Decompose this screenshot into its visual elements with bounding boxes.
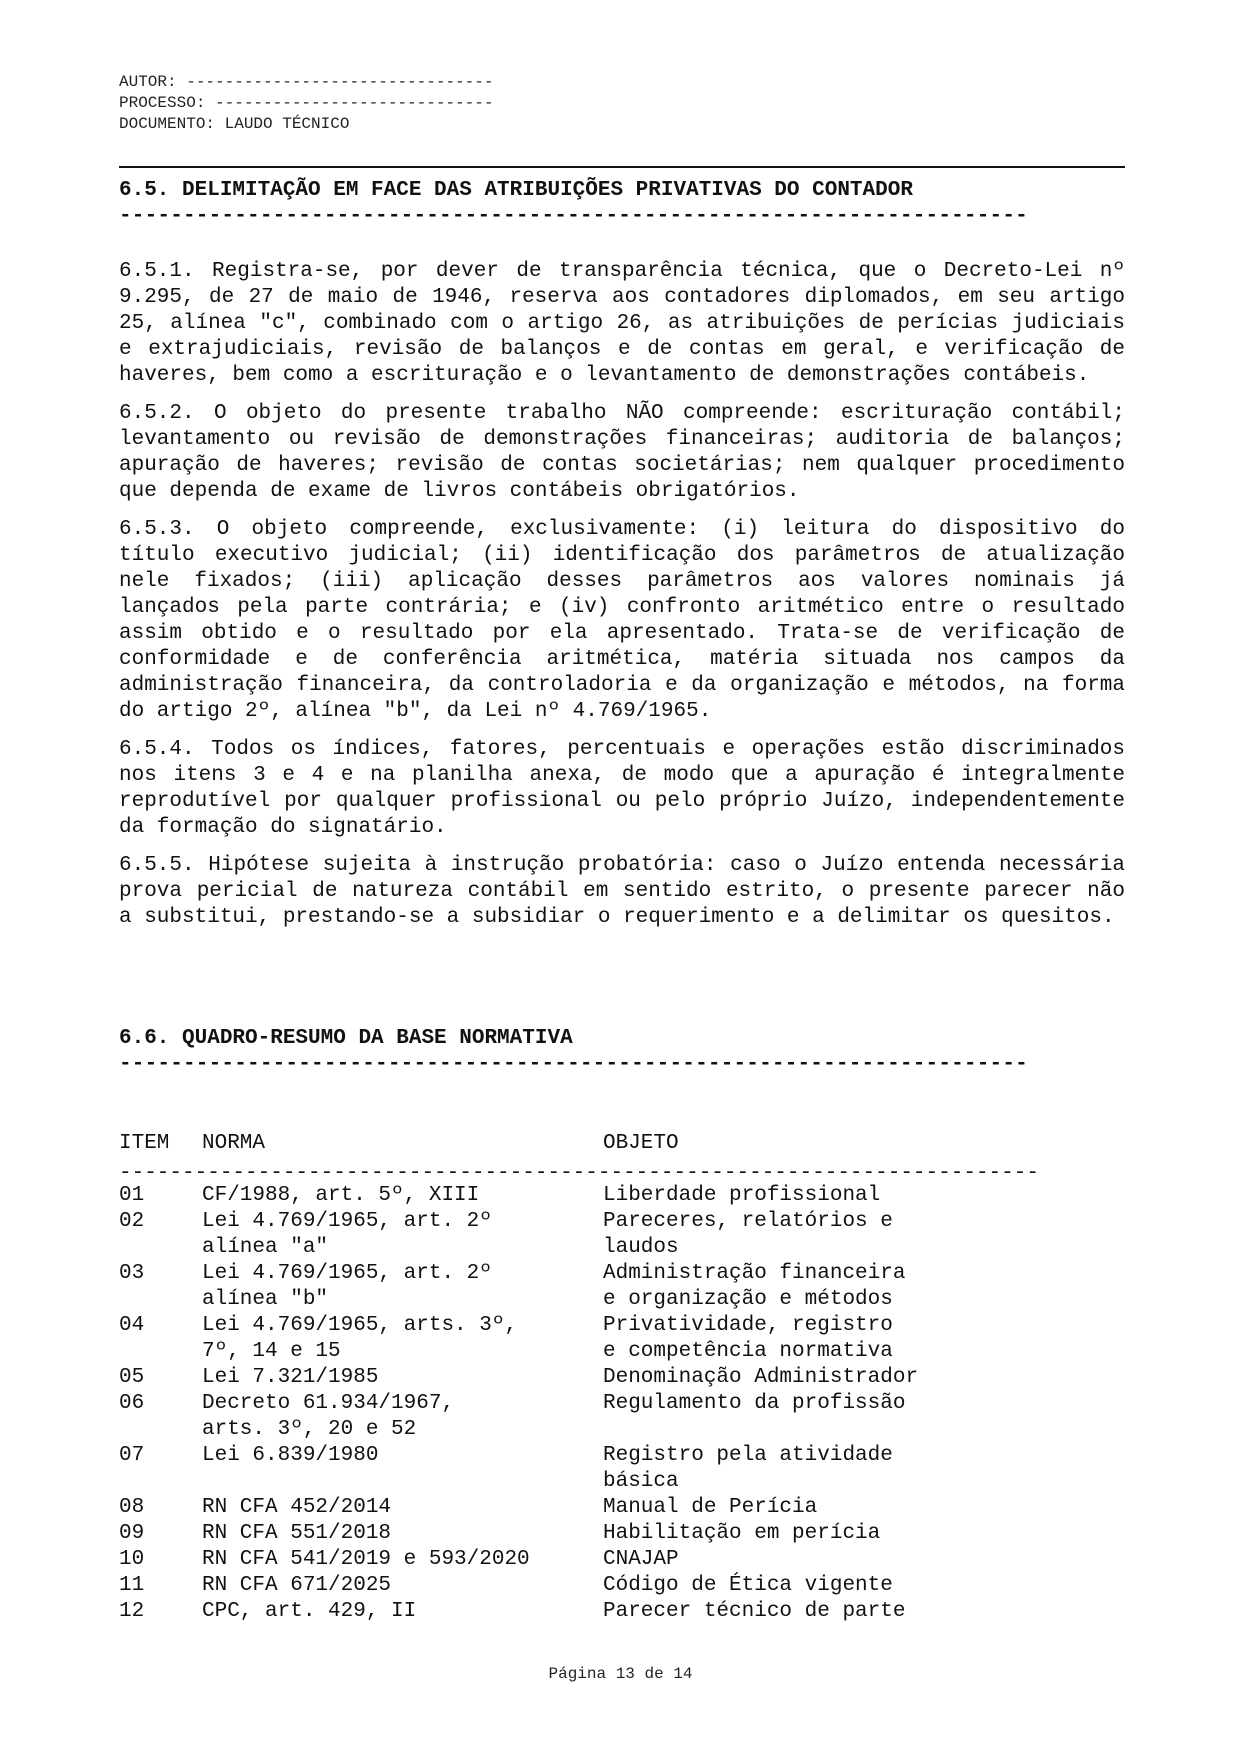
page-number: Página 13 de 14: [548, 1665, 693, 1683]
row-norma: RN CFA 671/2025: [202, 1574, 392, 1597]
row-objeto: Habilitação em perícia: [603, 1522, 881, 1545]
header-divider: [119, 166, 1125, 168]
row-norma: RN CFA 452/2014: [202, 1496, 392, 1519]
paragraph-6-5-4: 6.5.4. Todos os índices, fatores, percentuais e operações estão discriminados nos itens 3 e 4 e na planilha anexa, de modo que a apuração é integralmente reprodutível por qualquer profissional ou pelo próprio Juízo, independentemente da formação do signatário.: [119, 738, 1125, 839]
table-row: [119, 1521, 1125, 1547]
paragraph-6-5-5: 6.5.5. Hipótese sujeita à instrução probatória: caso o Juízo entenda necessária prova pericial de natureza contábil em sentido estrito, o presente parecer não a substitui, prestando-se a subsidiar o requerimento e a delimitar os quesitos.: [119, 854, 1125, 929]
row-norma: Lei 7.321/1985: [202, 1366, 379, 1389]
row-item: 05: [119, 1366, 145, 1389]
header-objeto: OBJETO: [603, 1132, 679, 1155]
row-norma: RN CFA 541/2019 e 593/2020: [202, 1548, 530, 1571]
table-row: [119, 1599, 1125, 1625]
row-objeto: Registro pela atividade básica: [603, 1444, 893, 1493]
paragraph-6-5-1: 6.5.1. Registra-se, por dever de transparência técnica, que o Decreto-Lei nº 9.295, de 27 de maio de 1946, reserva aos contadores diplomados, em seu artigo 25, alínea "c", combinado com o artigo 26, as atribuições de perícias judiciais e extrajudiciais, revisão de balanços e de contas em geral, e verificação de haveres, bem como a escrituração e o levantamento de demonstrações contábeis.: [119, 260, 1125, 387]
table-row: [119, 1209, 1125, 1261]
row-norma: Lei 4.769/1965, art. 2º alínea "b": [202, 1262, 492, 1311]
row-item: 10: [119, 1548, 145, 1571]
document-header: [119, 72, 493, 135]
table-header: [119, 1131, 1125, 1157]
row-item: 04: [119, 1314, 145, 1337]
normative-table: [119, 1131, 1125, 1625]
table-row: [119, 1443, 1125, 1495]
row-norma: Decreto 61.934/1967, arts. 3º, 20 e 52: [202, 1392, 455, 1441]
table-row: [119, 1365, 1125, 1391]
table-row: [119, 1573, 1125, 1599]
row-objeto: Regulamento da profissão: [603, 1392, 906, 1415]
row-item: 07: [119, 1444, 145, 1467]
table-row: [119, 1391, 1125, 1443]
table-header-divider: -------------------------------------------------------------------------: [119, 1162, 1039, 1185]
row-objeto: Código de Ética vigente: [603, 1574, 893, 1597]
row-item: 12: [119, 1600, 145, 1623]
section-6-6-underline: -----------------------------------------------------------------------: [119, 1053, 1028, 1076]
row-objeto: Parecer técnico de parte: [603, 1600, 906, 1623]
paragraph-6-5-2: 6.5.2. O objeto do presente trabalho NÃO compreende: escrituração contábil; levantamento ou revisão de demonstrações financeiras; auditoria de balanços; apuração de haveres; revisão de contas societárias; nem qualquer procedimento que dependa de exame de livros contábeis obrigatórios.: [119, 402, 1125, 503]
row-item: 03: [119, 1262, 145, 1285]
table-row: [119, 1183, 1125, 1209]
row-item: 09: [119, 1522, 145, 1545]
row-norma: Lei 6.839/1980: [202, 1444, 379, 1467]
table-row: [119, 1261, 1125, 1313]
autor-line: AUTOR: --------------------------------: [119, 73, 494, 91]
row-item: 01: [119, 1184, 145, 1207]
row-norma: Lei 4.769/1965, art. 2º alínea "a": [202, 1210, 492, 1259]
row-objeto: Pareceres, relatórios e laudos: [603, 1210, 893, 1259]
row-objeto: Manual de Perícia: [603, 1496, 818, 1519]
table-row: [119, 1547, 1125, 1573]
section-6-5-body: [119, 259, 1125, 943]
row-objeto: Administração financeira e organização e métodos: [603, 1262, 906, 1311]
row-norma: Lei 4.769/1965, arts. 3º, 7º, 14 e 15: [202, 1314, 518, 1363]
section-6-6-title: 6.6. QUADRO-RESUMO DA BASE NORMATIVA: [119, 1027, 573, 1050]
row-norma: CPC, art. 429, II: [202, 1600, 417, 1623]
row-item: 08: [119, 1496, 145, 1519]
row-item: 11: [119, 1574, 145, 1597]
row-objeto: Liberdade profissional: [603, 1184, 881, 1207]
processo-line: PROCESSO: -----------------------------: [119, 94, 494, 112]
row-objeto: Privatividade, registro e competência normativa: [603, 1314, 893, 1363]
table-row: [119, 1495, 1125, 1521]
row-objeto: CNAJAP: [603, 1548, 679, 1571]
paragraph-6-5-3: 6.5.3. O objeto compreende, exclusivamente: (i) leitura do dispositivo do título executivo judicial; (ii) identificação dos parâmetros de atualização nele fixados; (iii) aplicação desses parâmetros aos valores nominais já lançados pela parte contrária; e (iv) confronto aritmético entre o resultado assim obtido e o resultado por ela apresentado. Trata-se de verificação de conformidade e de conferência aritmética, matéria situada nos campos da administração financeira, da controladoria e da organização e métodos, na forma do artigo 2º, alínea "b", da Lei nº 4.769/1965.: [119, 518, 1125, 723]
documento-line: DOCUMENTO: LAUDO TÉCNICO: [119, 115, 350, 133]
row-norma: RN CFA 551/2018: [202, 1522, 392, 1545]
row-norma: CF/1988, art. 5º, XIII: [202, 1184, 480, 1207]
header-item: ITEM: [119, 1132, 170, 1155]
row-objeto: Denominação Administrador: [603, 1366, 919, 1389]
table-row: [119, 1313, 1125, 1365]
header-norma: NORMA: [202, 1132, 266, 1155]
section-6-5-title: 6.5. DELIMITAÇÃO EM FACE DAS ATRIBUIÇÕES PRIVATIVAS DO CONTADOR: [119, 179, 913, 202]
row-item: 06: [119, 1392, 145, 1415]
row-item: 02: [119, 1210, 145, 1233]
section-6-5-underline: -----------------------------------------------------------------------: [119, 205, 1028, 228]
